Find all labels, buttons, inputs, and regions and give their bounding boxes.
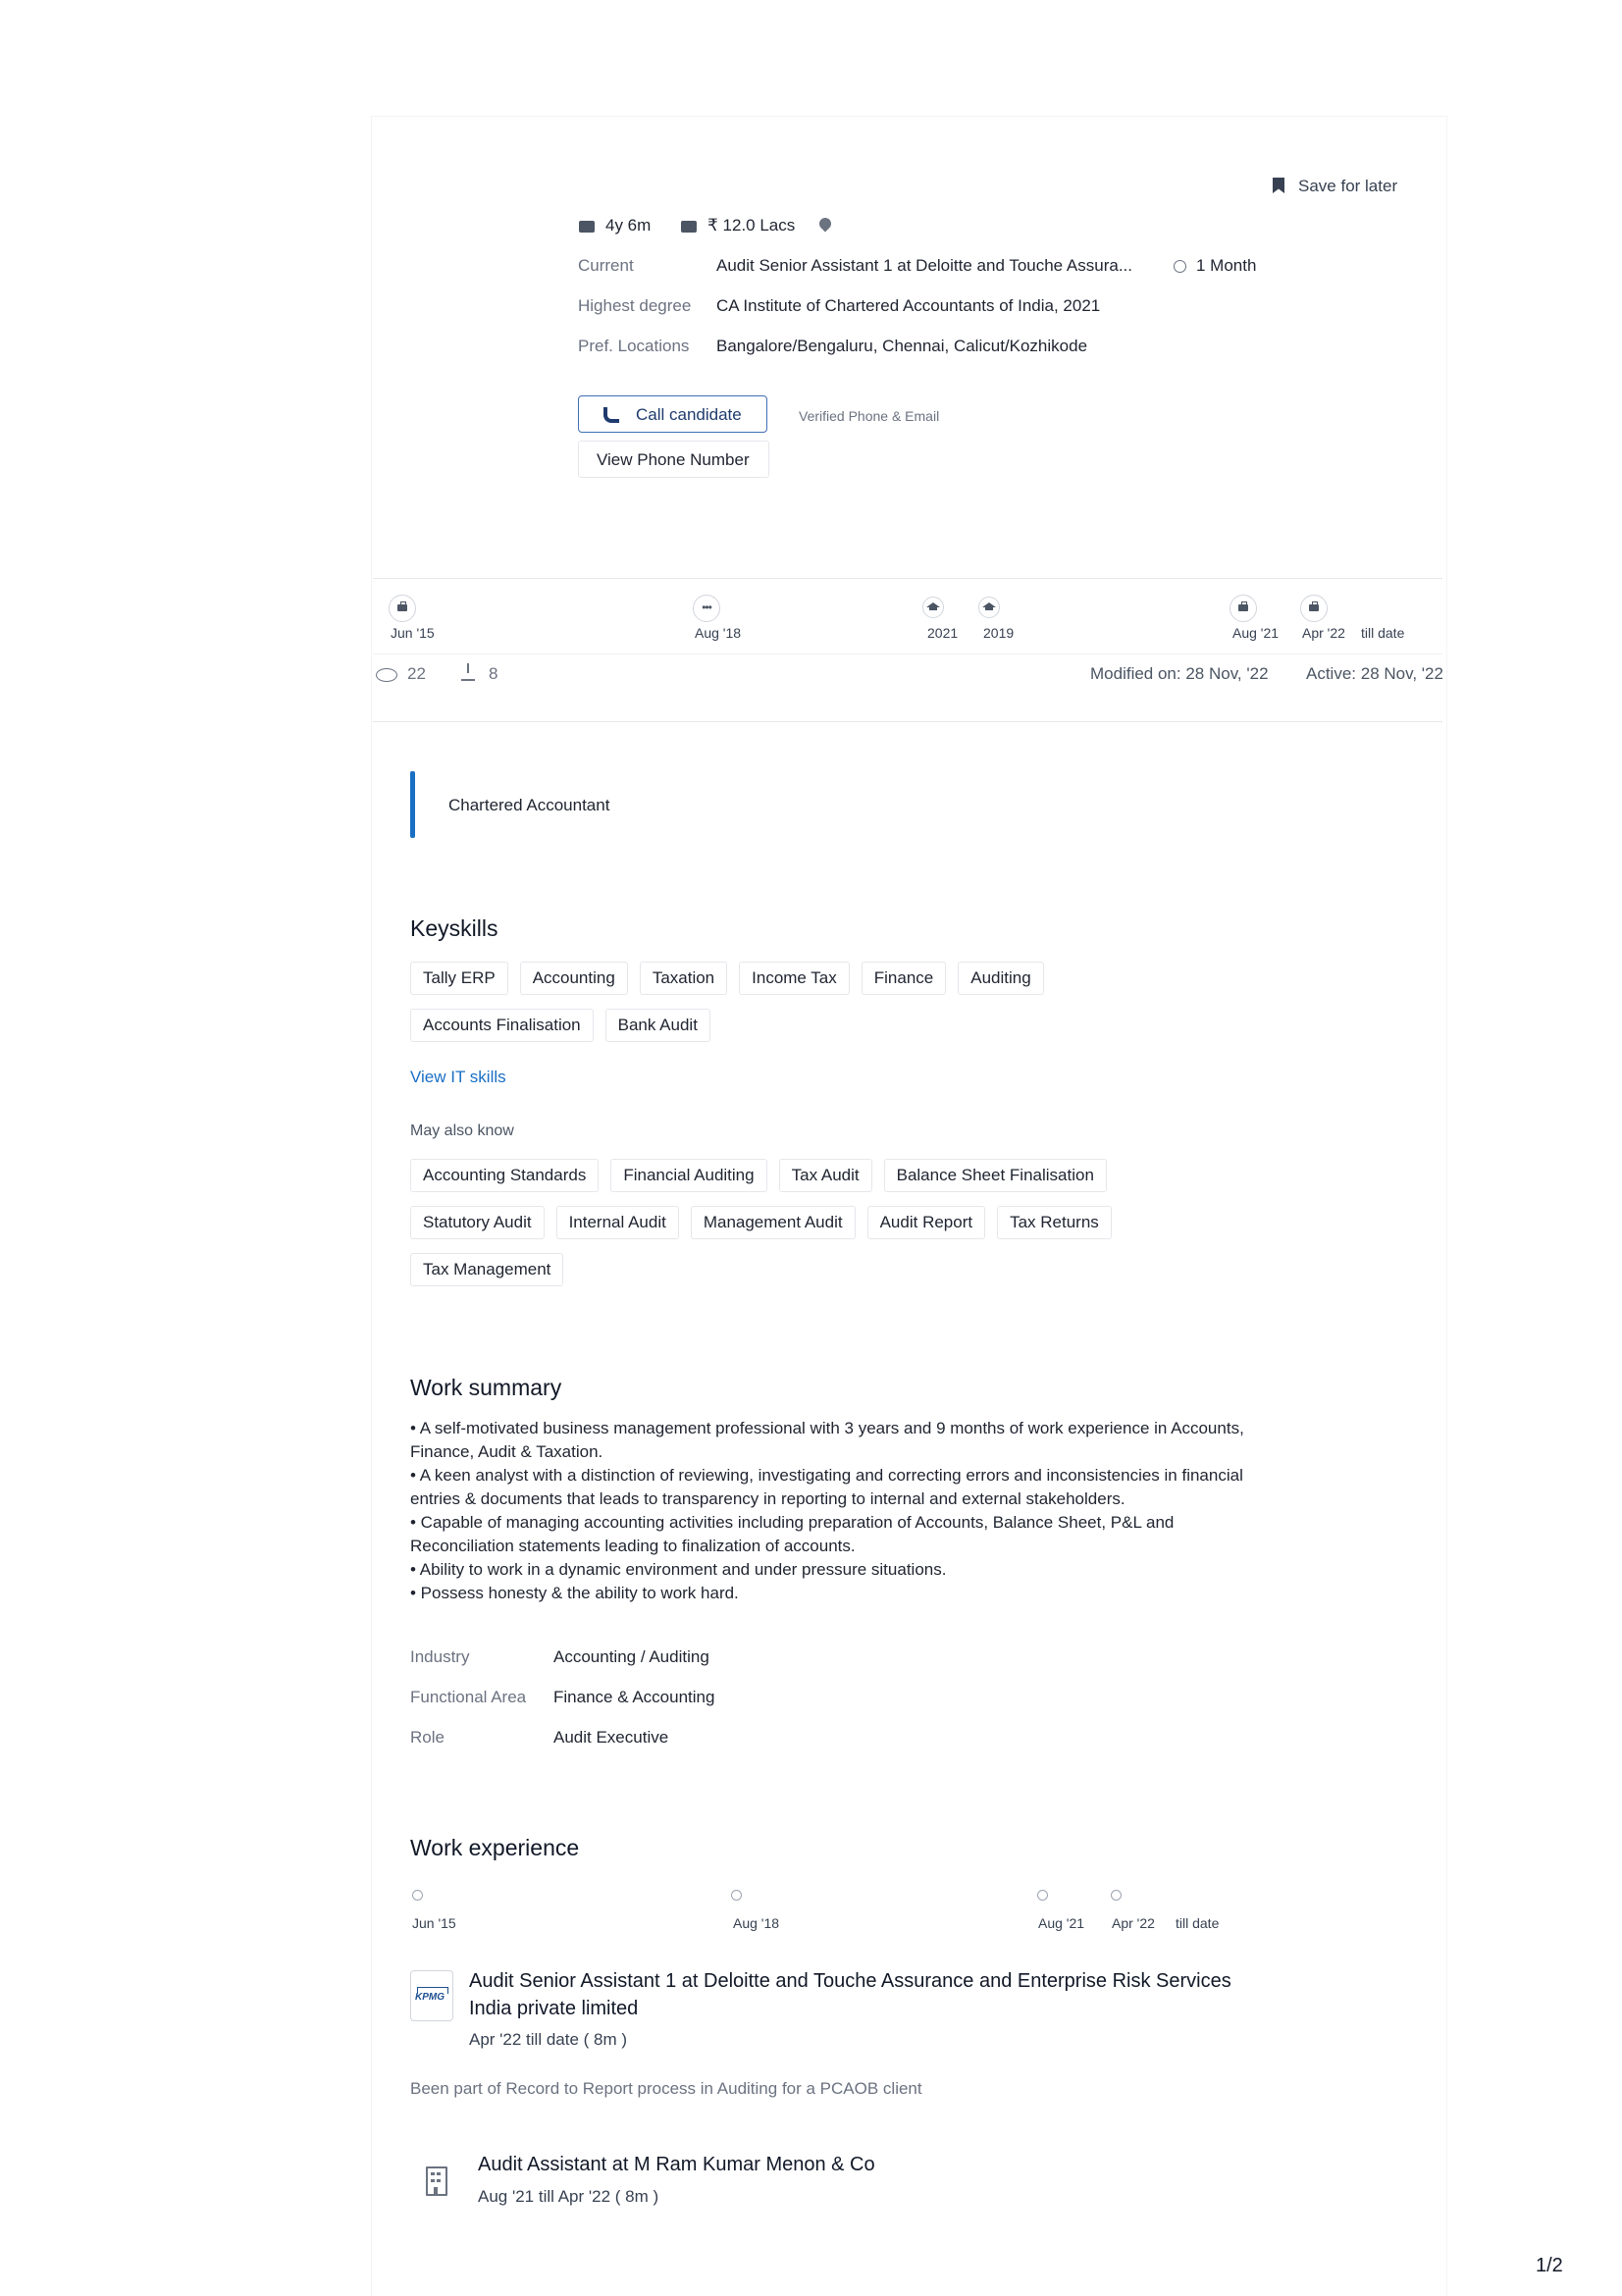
timeline-dot xyxy=(1037,1890,1048,1901)
timeline-label: Jun '15 xyxy=(391,625,435,641)
detail-label-current: Current xyxy=(578,256,634,275)
timeline-label: Jun '15 xyxy=(412,1915,456,1931)
skill-chip: Accounting xyxy=(520,962,628,995)
job-period: Apr '22 till date ( 8m ) xyxy=(469,2030,628,2049)
job-description: Been part of Record to Report process in Auditing for a PCAOB client xyxy=(410,2079,922,2098)
timeline-label: Apr '22 xyxy=(1302,625,1345,641)
timeline-label: Aug '18 xyxy=(733,1915,780,1931)
detail-label-degree: Highest degree xyxy=(578,296,692,315)
divider xyxy=(373,721,1442,722)
summary-line: • A keen analyst with a distinction of reviewing, investigating and correcting errors and inconsistencies in financial entries & documents that leads to transparency in reporting to internal and external stakeholders. xyxy=(410,1466,1243,1508)
timeline-end-label: till date xyxy=(1361,625,1405,641)
work-summary-title: Work summary xyxy=(410,1375,562,1400)
skill-chip: Tax Returns xyxy=(997,1206,1112,1239)
timeline-label: Apr '22 xyxy=(1112,1915,1155,1931)
timeline-dot xyxy=(412,1890,423,1901)
building-icon xyxy=(424,2166,447,2194)
more-icon: ••• xyxy=(693,595,720,622)
industry-value: Accounting / Auditing xyxy=(553,1647,709,1666)
skill-chip: Tally ERP xyxy=(410,962,508,995)
call-candidate-button[interactable] xyxy=(578,395,767,433)
role-value: Audit Executive xyxy=(553,1728,669,1747)
view-phone-number-button[interactable] xyxy=(578,441,769,478)
skill-chip: Audit Report xyxy=(867,1206,986,1239)
keyskills-title: Keyskills xyxy=(410,915,498,941)
briefcase-icon xyxy=(1230,595,1257,622)
experience-value: 4y 6m xyxy=(605,216,652,235)
timeline-label: Aug '18 xyxy=(695,625,742,641)
skill-chip: Management Audit xyxy=(691,1206,856,1239)
downloads-count: 8 xyxy=(489,664,498,683)
skill-chip: Finance xyxy=(862,962,946,995)
timeline-label: 2021 xyxy=(927,625,959,641)
salary-value: ₹ 12.0 Lacs xyxy=(707,216,796,235)
keyskills-list xyxy=(410,962,1293,1056)
timeline-label: Aug '21 xyxy=(1232,625,1280,641)
save-for-later-label: Save for later xyxy=(1298,177,1398,195)
job-title: Audit Senior Assistant 1 at Deloitte and Touche Assurance and Enterprise Risk Services India private limited xyxy=(469,1970,1231,2019)
download-icon-stem xyxy=(467,663,469,673)
detail-label-locations: Pref. Locations xyxy=(578,337,690,355)
skill-chip: Financial Auditing xyxy=(610,1159,766,1192)
job-period: Aug '21 till Apr '22 ( 8m ) xyxy=(478,2187,659,2206)
skill-chip: Income Tax xyxy=(739,962,850,995)
timeline-dot xyxy=(1111,1890,1122,1901)
briefcase-icon xyxy=(579,221,595,233)
timeline-label: 2019 xyxy=(983,625,1015,641)
skill-chip: Internal Audit xyxy=(556,1206,679,1239)
detail-value-degree: CA Institute of Chartered Accountants of India, 2021 xyxy=(716,296,1101,315)
summary-line: • Ability to work in a dynamic environment and under pressure situations. xyxy=(410,1560,947,1579)
timeline-label: Aug '21 xyxy=(1038,1915,1085,1931)
view-phone-number-label: View Phone Number xyxy=(597,450,750,469)
skill-chip: Bank Audit xyxy=(605,1009,710,1042)
skill-chip: Statutory Audit xyxy=(410,1206,545,1239)
briefcase-icon xyxy=(389,595,416,622)
divider xyxy=(373,578,1442,579)
skill-chip: Accounting Standards xyxy=(410,1159,599,1192)
industry-label: Industry xyxy=(410,1647,470,1666)
role-label: Role xyxy=(410,1728,445,1747)
company-logo xyxy=(410,1970,453,2021)
work-experience-title: Work experience xyxy=(410,1835,580,1860)
company-logo-text: KPMG xyxy=(415,1992,445,2003)
work-summary-text xyxy=(410,1417,1254,1605)
may-also-know-label: May also know xyxy=(410,1122,514,1139)
summary-line: • A self-motivated business management professional with 3 years and 9 months of work experience in Accounts, Finance, Audit & Taxation. xyxy=(410,1419,1244,1461)
job-title: Audit Assistant at M Ram Kumar Menon & Co xyxy=(478,2154,875,2175)
views-count: 22 xyxy=(407,664,426,683)
view-it-skills-link[interactable]: View IT skills xyxy=(410,1068,506,1086)
summary-line: • Possess honesty & the ability to work hard. xyxy=(410,1584,739,1602)
skill-chip: Balance Sheet Finalisation xyxy=(884,1159,1107,1192)
graduation-cap-icon xyxy=(978,597,1000,618)
page-number: 1/2 xyxy=(1536,2255,1563,2276)
detail-value-locations: Bangalore/Bengaluru, Chennai, Calicut/Kozhikode xyxy=(716,337,1088,355)
graduation-cap-icon xyxy=(922,597,944,618)
notice-period: 1 Month xyxy=(1196,256,1257,275)
timeline-dot xyxy=(731,1890,742,1901)
phone-icon xyxy=(603,407,619,423)
eye-icon xyxy=(376,668,397,682)
clock-icon xyxy=(1174,260,1186,273)
resume-headline: Chartered Accountant xyxy=(448,796,610,814)
timeline-end-label: till date xyxy=(1176,1915,1220,1931)
detail-value-current: Audit Senior Assistant 1 at Deloitte and Touche Assura... xyxy=(716,256,1132,275)
active-date: Active: 28 Nov, '22 xyxy=(1306,664,1443,683)
skill-chip: Accounts Finalisation xyxy=(410,1009,594,1042)
divider xyxy=(373,653,1442,654)
may-also-know-list xyxy=(410,1159,1293,1300)
skill-chip: Tax Audit xyxy=(779,1159,872,1192)
skill-chip: Taxation xyxy=(640,962,727,995)
wallet-icon xyxy=(681,221,697,233)
functional-area-label: Functional Area xyxy=(410,1688,527,1706)
verified-contact-label: Verified Phone & Email xyxy=(799,408,940,424)
skill-chip: Tax Management xyxy=(410,1253,563,1286)
headline-accent-bar xyxy=(410,771,415,838)
functional-area-value: Finance & Accounting xyxy=(553,1688,715,1706)
summary-line: • Capable of managing accounting activities including preparation of Accounts, Balance Sheet, P&L and Reconciliation statements leading to finalization of accounts. xyxy=(410,1513,1175,1555)
skill-chip: Auditing xyxy=(958,962,1043,995)
briefcase-icon xyxy=(1300,595,1328,622)
call-candidate-label: Call candidate xyxy=(636,405,742,424)
modified-date: Modified on: 28 Nov, '22 xyxy=(1090,664,1269,683)
